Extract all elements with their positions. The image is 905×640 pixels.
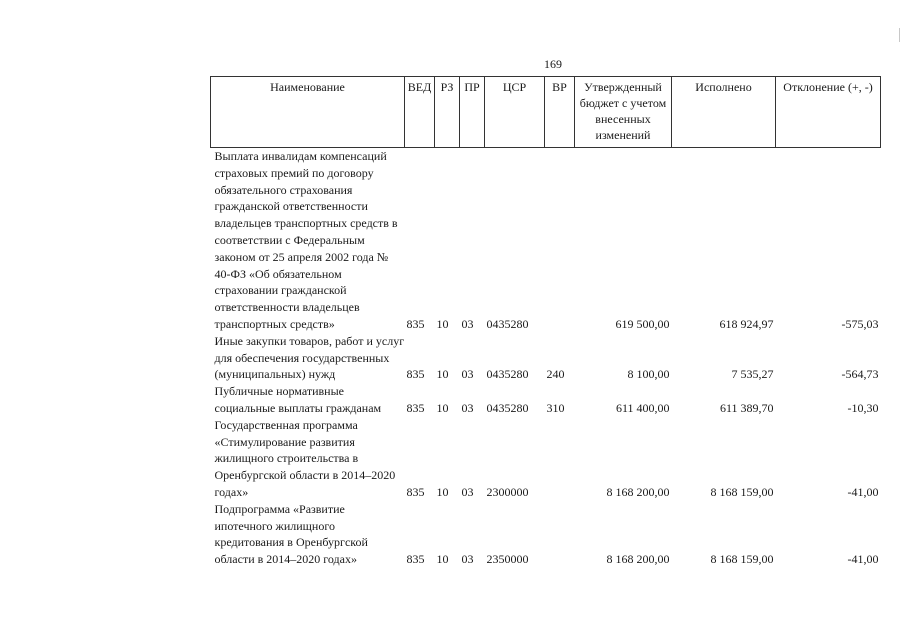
row-name: Подпрограмма «Развитие ипотечного жилищного кредитования в Оренбургской области в 2014–2020 годах» (214, 501, 368, 567)
row-executed: 611 389,70 (719, 400, 774, 415)
row-deviation: -10,30 (847, 400, 879, 415)
row-ved: 835 (406, 400, 425, 415)
row-executed: 8 168 159,00 (710, 552, 774, 567)
header-name: Наименование (211, 77, 405, 148)
table-row (211, 383, 881, 417)
row-pr: 03 (461, 400, 474, 415)
row-csr: 0435280 (486, 367, 529, 382)
row-ved: 835 (406, 484, 425, 499)
page-number: 169 (544, 57, 562, 71)
header-approved: Утвержденный бюджет с учетом внесенных изменений (575, 77, 672, 148)
row-vr: 240 (546, 367, 565, 382)
row-pr: 03 (461, 316, 474, 331)
table-row (211, 501, 881, 568)
row-vr (545, 501, 575, 568)
row-deviation: -564,73 (841, 367, 879, 382)
row-rz: 10 (436, 316, 449, 331)
row-executed: 8 168 159,00 (710, 484, 774, 499)
row-approved: 619 500,00 (615, 316, 670, 331)
row-approved: 8 100,00 (627, 367, 670, 382)
scan-mark (899, 28, 900, 42)
table-header-row (211, 77, 881, 148)
row-name: Выплата инвалидам компенсаций страховых премий по договору обязательного страхования гражданской ответственности владельцев транспортных средств в соответствии с Федеральным законом от 25 апреля 2002 года № 40-ФЗ «Об обязательном страховании гражданской ответственности владельцев транспортных средств» (214, 149, 398, 331)
row-ved: 835 (406, 552, 425, 567)
row-pr: 03 (461, 484, 474, 499)
row-csr: 0435280 (486, 316, 529, 331)
row-pr: 03 (461, 367, 474, 382)
row-rz: 10 (436, 367, 449, 382)
row-approved: 8 168 200,00 (606, 552, 670, 567)
row-deviation: -575,03 (841, 316, 879, 331)
row-csr: 2300000 (486, 484, 529, 499)
row-name: Государственная программа «Стимулирование развития жилищного строительства в Оренбургской области в 2014–2020 годах» (214, 417, 396, 499)
row-ved: 835 (406, 316, 425, 331)
row-approved: 8 168 200,00 (606, 484, 670, 499)
header-deviation: Отклонение (+, -) (776, 77, 881, 148)
header-executed: Исполнено (672, 77, 776, 148)
header-vr: ВР (545, 77, 575, 148)
header-ved: ВЕД (405, 77, 435, 148)
row-deviation: -41,00 (847, 484, 879, 499)
budget-table (210, 76, 881, 568)
header-rz: РЗ (435, 77, 460, 148)
row-csr: 2350000 (486, 552, 529, 567)
row-name: Иные закупки товаров, работ и услуг для обеспечения государственных (муниципальных) нужд (214, 333, 405, 382)
row-name: Публичные нормативные социальные выплаты гражданам (214, 384, 382, 415)
row-deviation: -41,00 (847, 552, 879, 567)
header-csr: ЦСР (485, 77, 545, 148)
row-executed: 7 535,27 (731, 367, 774, 382)
row-rz: 10 (436, 484, 449, 499)
row-approved: 611 400,00 (615, 400, 670, 415)
row-ved: 835 (406, 367, 425, 382)
row-rz: 10 (436, 552, 449, 567)
row-executed: 618 924,97 (719, 316, 774, 331)
row-csr: 0435280 (486, 400, 529, 415)
header-pr: ПР (460, 77, 485, 148)
table-row (211, 148, 881, 333)
row-vr (545, 417, 575, 501)
row-pr: 03 (461, 552, 474, 567)
table-row (211, 417, 881, 501)
table-row (211, 333, 881, 383)
row-rz: 10 (436, 400, 449, 415)
row-vr (545, 148, 575, 333)
row-vr: 310 (546, 400, 565, 415)
